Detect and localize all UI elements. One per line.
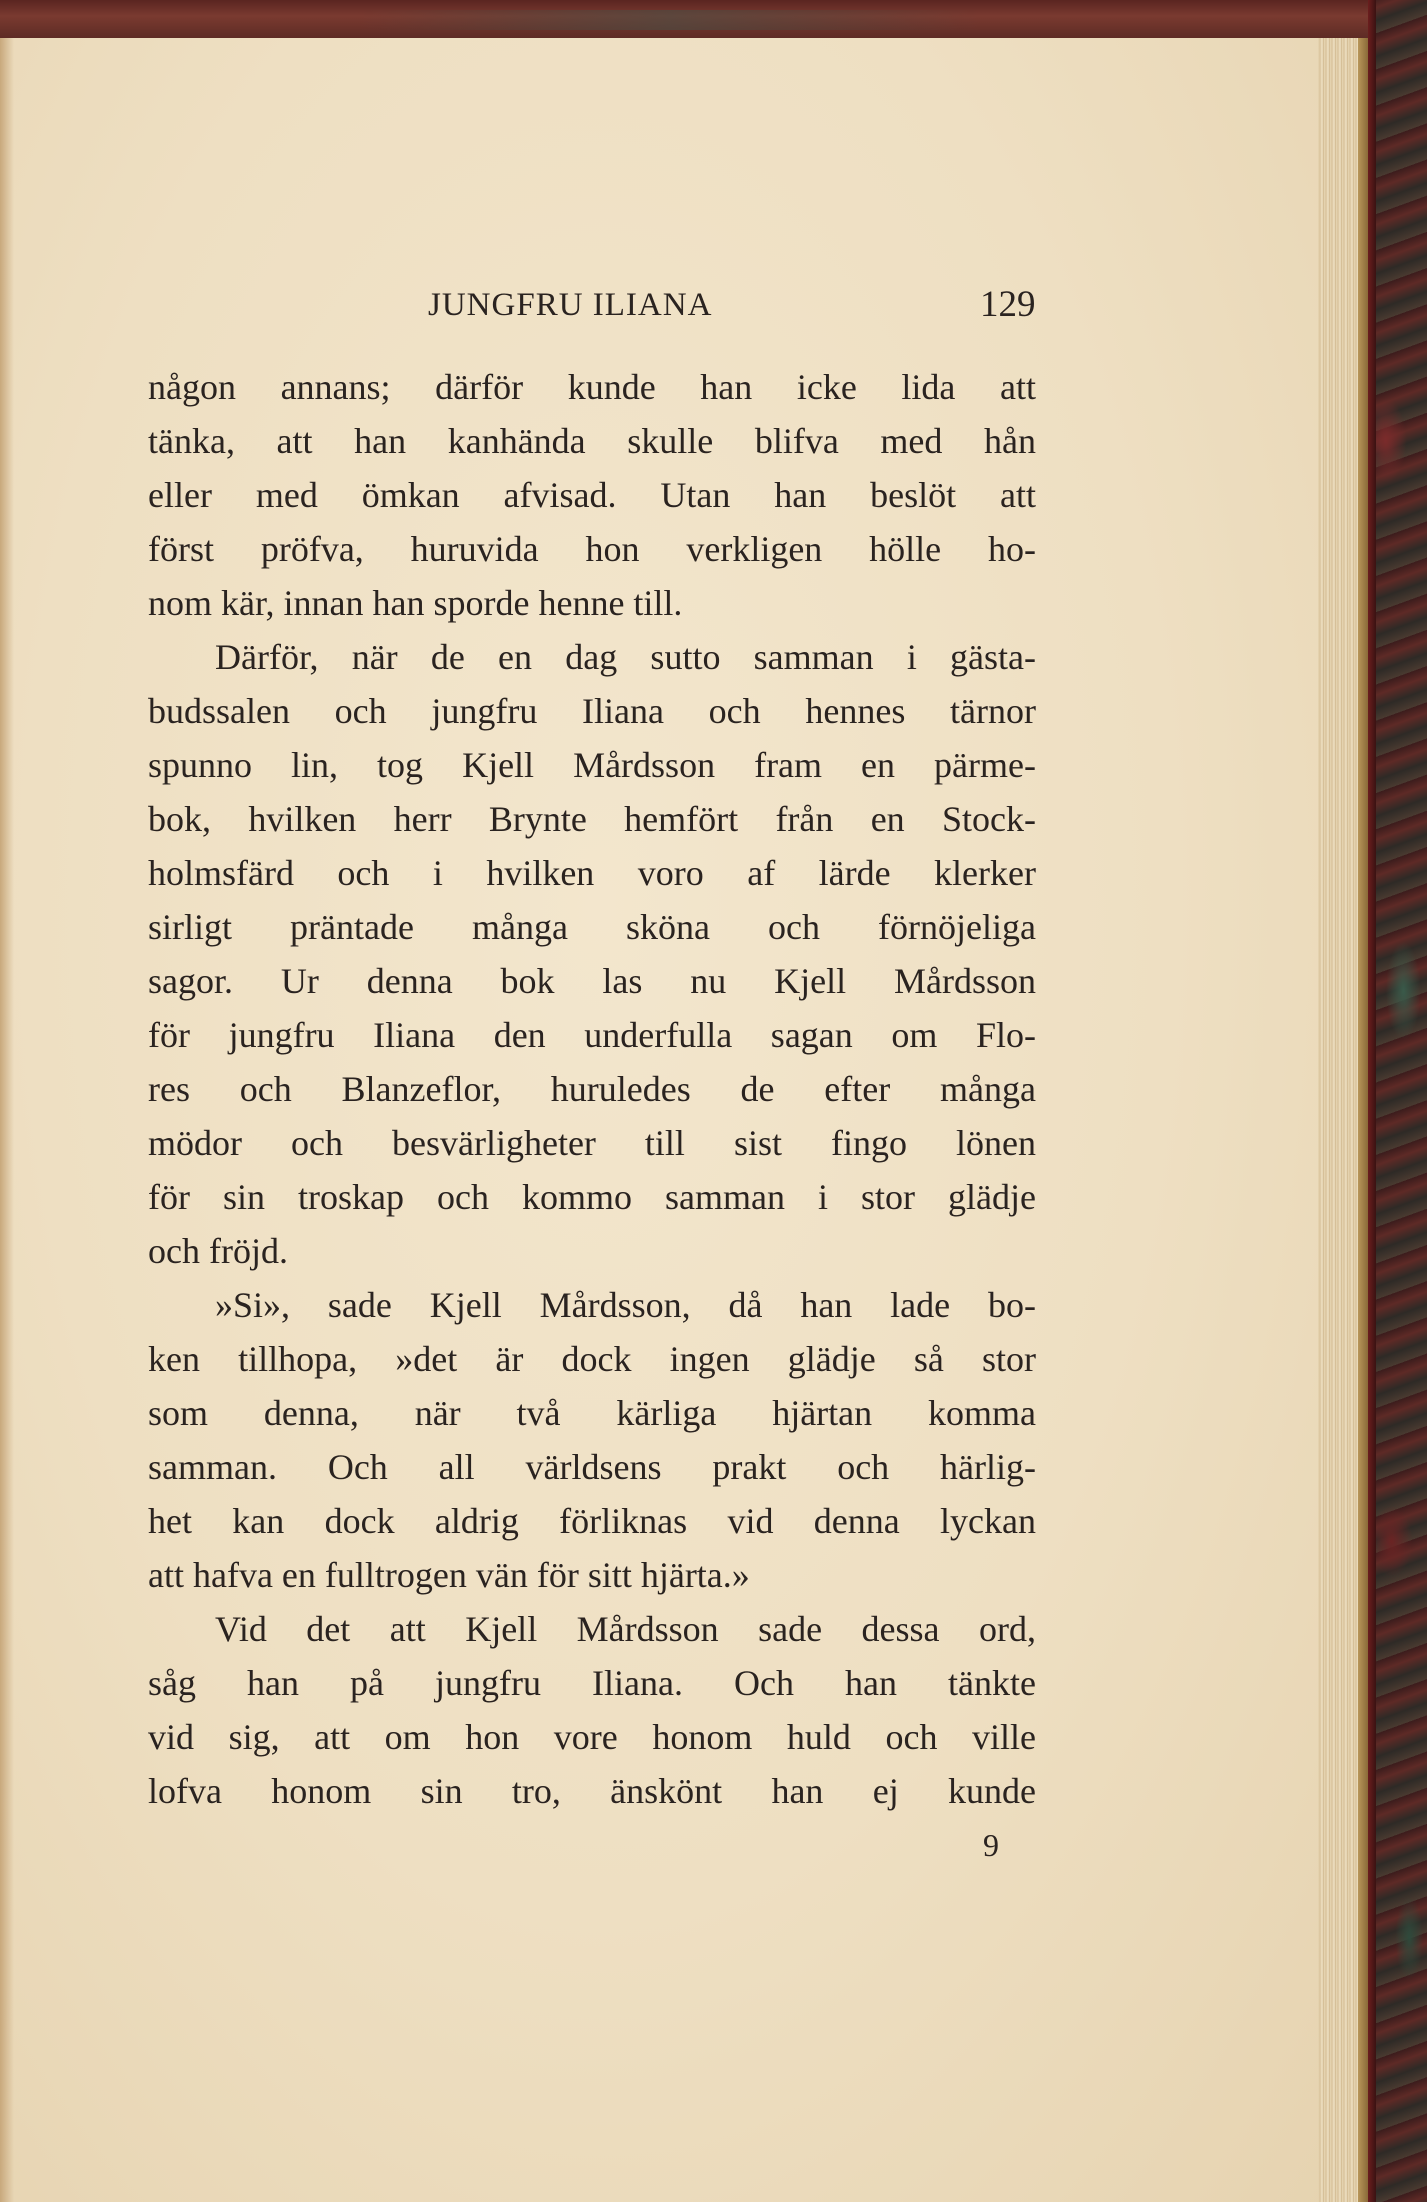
text-line: vid sig, att om hon vore honom huld och ville [148,1717,1036,1757]
text-line: någon annans; därför kunde han icke lida att [148,367,1036,407]
text-line: Vid det att Kjell Mårdsson sade dessa ord, [215,1609,1036,1649]
text-line: het kan dock aldrig förliknas vid denna lyckan [148,1501,1036,1541]
gilded-edge [1358,38,1368,2202]
text-line: nom kär, innan han sporde henne till. [148,583,683,623]
text-line: eller med ömkan afvisad. Utan han beslöt att [148,475,1036,515]
text-line: först pröfva, huruvida hon verkligen hölle ho- [148,529,1036,569]
text-line: res och Blanzeflor, huruledes de efter många [148,1069,1036,1109]
text-line: spunno lin, tog Kjell Mårdsson fram en pärme- [148,745,1036,785]
text-line: för sin troskap och kommo samman i stor glädje [148,1177,1036,1217]
running-head: JUNGFRU ILIANA [428,287,713,323]
text-line: tänka, att han kanhända skulle blifva med hån [148,421,1036,461]
text-line: och fröjd. [148,1231,288,1271]
text-line: såg han på jungfru Iliana. Och han tänkte [148,1663,1036,1703]
text-line: ken tillhopa, »det är dock ingen glädje så stor [148,1339,1036,1379]
marbled-cover [1368,0,1427,2202]
text-line: lofva honom sin tro, änskönt han ej kunde [148,1771,1036,1811]
text-line: holmsfärd och i hvilken voro af lärde klerker [148,853,1036,893]
text-line: som denna, när två kärliga hjärtan komma [148,1393,1036,1433]
text-line: samman. Och all världsens prakt och härlig- [148,1447,1036,1487]
text-line: »Si», sade Kjell Mårdsson, då han lade bo- [215,1285,1036,1325]
signature-mark: 9 [983,1827,999,1863]
text-line: mödor och besvärligheter till sist fingo lönen [148,1123,1036,1163]
text-line: bok, hvilken herr Brynte hemfört från en Stock- [148,799,1036,839]
text-line: sagor. Ur denna bok las nu Kjell Mårdsson [148,961,1036,1001]
page-number: 129 [980,284,1036,325]
text-line: för jungfru Iliana den underfulla sagan om Flo- [148,1015,1036,1055]
text-line: Därför, när de en dag sutto samman i gästa- [215,637,1036,677]
text-line: budssalen och jungfru Iliana och hennes tärnor [148,691,1036,731]
text-line: sirligt präntade många sköna och förnöjeliga [148,907,1036,947]
text-line: att hafva en fulltrogen vän för sitt hjärta.» [148,1555,750,1595]
cover-spine-edge [1368,0,1376,2202]
